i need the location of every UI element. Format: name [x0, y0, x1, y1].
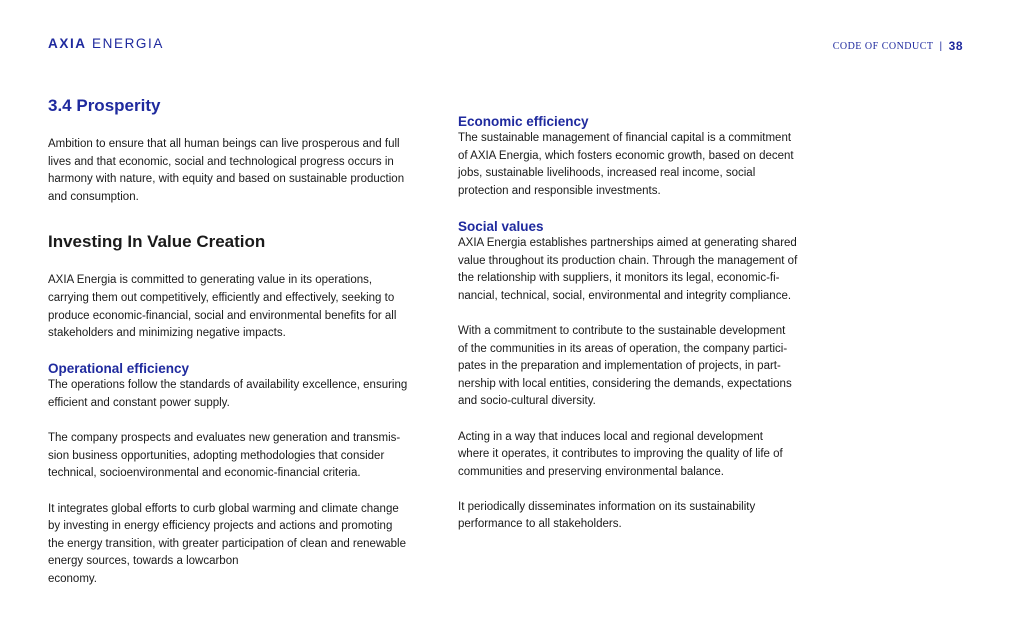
operational-efficiency-heading: Operational efficiency: [48, 361, 190, 377]
operational-paragraph-3: It integrates global efforts to curb global warming and climate change by investing in energy efficiency projects and actions and promoting the energy transition, with greater participation of clean and renewable energy sources, towards a lowcarbon economy.: [48, 502, 406, 585]
section-label: CODE OF CONDUCT: [832, 40, 934, 52]
operational-paragraph-1: The operations follow the standards of availability excellence, ensuring efficient and constant power supply.: [48, 379, 408, 409]
social-paragraph-3: Acting in a way that induces local and regional development where it operates, it contributes to improving the quality of life of communities and preserving environmental balance.: [458, 430, 783, 478]
axia-energia-logo: [48, 36, 164, 51]
logo-axia: AXIA: [48, 36, 87, 51]
social-paragraph-1: AXIA Energia establishes partnerships aimed at generating shared value throughout its production chain. Through the management of the relationship with suppliers, it monitors its legal, economic-fi- nancial, technical, social, environmental and integrity compliance.: [458, 236, 798, 302]
section-title: 3.4 Prosperity: [48, 96, 161, 115]
social-paragraph-2: With a commitment to contribute to the sustainable development of the communities in its areas of operation, the company partici- pates in the preparation and implementation of projects, in part- nership with local entities, considering the demands, expectations and socio-cultural diversity.: [458, 324, 792, 408]
subsection-title: Investing In Value Creation: [48, 232, 266, 252]
economic-efficiency-heading: Economic efficiency: [458, 114, 589, 129]
commitment-paragraph: AXIA Energia is committed to generating value in its operations, carrying them out competitively, efficiently and effectively, seeking to produce economic-financial, social and environmental benefits for all stakeholders and minimizing negative impacts.: [48, 274, 397, 340]
social-paragraph-4: It periodically disseminates information on its sustainability performance to all stakeholders.: [458, 500, 756, 531]
page-number: 38: [948, 39, 963, 53]
social-values-heading: Social values: [458, 218, 544, 234]
economic-paragraph: The sustainable management of financial capital is a commitment of AXIA Energia, which fosters economic growth, based on decent jobs, sustainable livelihoods, increased real income, social protection and responsible investments.: [458, 132, 794, 197]
logo-energia: ENERGIA: [92, 36, 164, 51]
intro-paragraph: Ambition to ensure that all human beings can live prosperous and full lives and that economic, social and technological progress occurs in harmony with nature, with equity and based on sustainable production and consumption.: [48, 138, 405, 203]
header-separator: |: [939, 40, 943, 52]
operational-paragraph-2: The company prospects and evaluates new generation and transmis- sion business opportunities, adopting methodologies that consider technical, socioenvironmental and economic-financial criteria.: [48, 432, 401, 480]
page-header-info: [833, 39, 963, 53]
right-column: [458, 113, 808, 534]
left-column: [48, 96, 418, 588]
